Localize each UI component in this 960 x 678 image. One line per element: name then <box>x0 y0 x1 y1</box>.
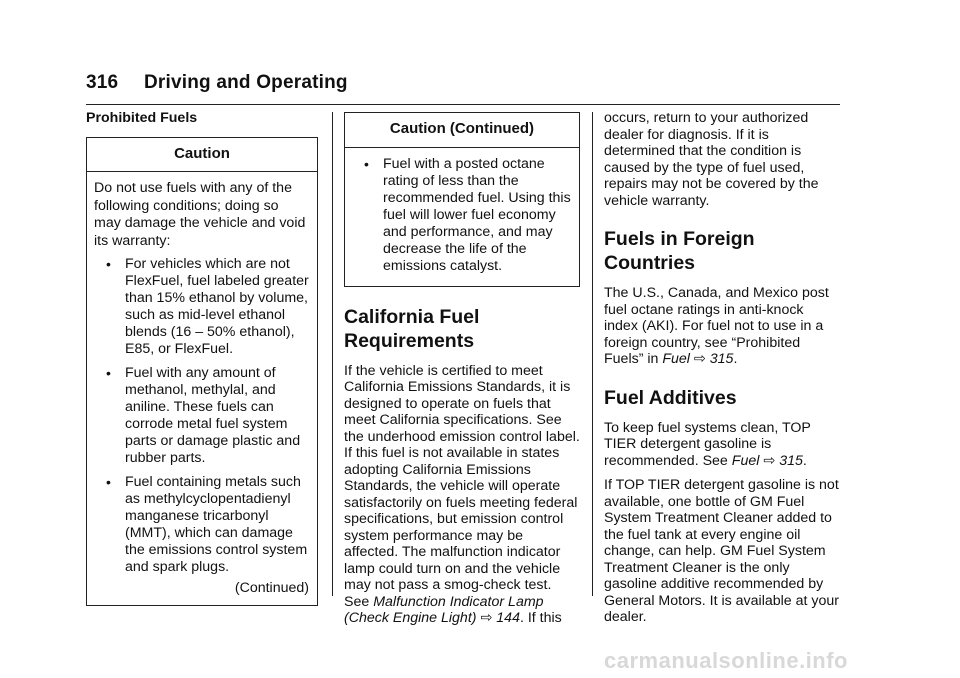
page-reference[interactable]: 315 <box>779 452 803 469</box>
column-2 <box>344 106 580 635</box>
subhead-prohibited-fuels: Prohibited Fuels <box>86 110 198 126</box>
heading-fuel-additives: Fuel Additives <box>604 386 737 409</box>
watermark: carmanualsonline.info <box>604 648 848 673</box>
caution-intro: Do not use fuels with any of the following conditions; doing so may damage the vehicle and void its warranty: <box>94 180 306 249</box>
column-3 <box>604 106 840 634</box>
caution-title: Caution <box>87 138 317 173</box>
column-divider <box>332 112 333 596</box>
bullet-icon: • <box>106 365 111 381</box>
paragraph: If the vehicle is certified to meet California Emissions Standards, it is designed to operate on fuels that meet California specifications. See the underhood emission control label. If this fuel is not available in states adopting California Emissions Standards, the vehicle will operate satisfactorily on fuels meeting federal specifications, but emission control system performance may be affected. The malfunction indicator lamp could turn on and the vehicle may not pass a smog-check test. See Malfunction Indicator Lamp (Check Engine Light) ⇨ 144. If this <box>344 362 580 626</box>
caution-box-continued <box>344 112 580 287</box>
xref-arrow-icon: ⇨ <box>763 452 776 469</box>
bullet-icon: • <box>106 474 111 490</box>
page-reference[interactable]: 315 <box>709 351 734 367</box>
heading-fuels-foreign: Fuels in Foreign Countries <box>604 228 755 274</box>
page-header <box>86 64 840 105</box>
caution-title: Caution (Continued) <box>345 113 579 148</box>
column-divider <box>592 112 593 596</box>
cross-reference-link[interactable]: Malfunction Indicator Lamp (Check Engine Light) <box>344 593 544 626</box>
paragraph: The U.S., Canada, and Mexico post fuel octane ratings in anti-knock index (AKI). For fuel not to use in a foreign country, see “Prohibited Fuels” in Fuel ⇨ 315. <box>604 285 829 367</box>
cross-reference-link[interactable]: Fuel <box>662 351 690 367</box>
caution-bullet: • For vehicles which are not FlexFuel, fuel labeled greater than 15% ethanol by volume, such as mid-level ethanol blends (16 – 50% ethanol), E85, or FlexFuel. <box>106 256 309 357</box>
continued-label: (Continued) <box>234 580 309 596</box>
caution-bullet-list <box>94 256 309 576</box>
paragraph: If TOP TIER detergent gasoline is not available, one bottle of GM Fuel System Treatment Cleaner added to the fuel tank at every engine oil change, can help. GM Fuel System Treatment Cleaner is the only gasoline additive recommended by General Motors. It is available at your dealer. <box>604 477 839 625</box>
section-title: Driving and Operating <box>144 72 348 93</box>
column-1 <box>86 106 318 606</box>
caution-bullet: • Fuel with any amount of methanol, methylal, and aniline. These fuels can corrode metal fuel system parts or damage plastic and rubber parts. <box>106 365 301 466</box>
heading-california-fuel: California Fuel Requirements <box>344 305 480 352</box>
caution-body <box>87 172 317 605</box>
page-number: 316 <box>86 72 119 93</box>
bullet-icon: • <box>106 256 111 272</box>
caution-bullet-list <box>352 156 571 275</box>
caution-bullet: • Fuel containing metals such as methylcyclopentadienyl manganese tricarbonyl (MMT), which can damage the emissions control system and spark plugs. <box>106 474 308 575</box>
page-reference[interactable]: 144 <box>496 610 520 626</box>
cross-reference-link[interactable]: Fuel <box>731 452 760 469</box>
caution-body <box>345 148 579 286</box>
xref-arrow-icon: ⇨ <box>480 610 493 626</box>
xref-arrow-icon: ⇨ <box>693 351 706 367</box>
caution-box <box>86 137 318 606</box>
paragraph: occurs, return to your authorized dealer for diagnosis. If it is determined that the condition is caused by the type of fuel used, repairs may not be covered by the vehicle warranty. <box>604 110 819 209</box>
bullet-icon: • <box>364 155 369 172</box>
paragraph: To keep fuel systems clean, TOP TIER detergent gasoline is recommended. See Fuel ⇨ 315. <box>604 419 811 469</box>
caution-bullet: • Fuel with a posted octane rating of less than the recommended fuel. Using this fuel will lower fuel economy and performance, and may decrease the life of the emissions catalyst. <box>364 155 571 274</box>
